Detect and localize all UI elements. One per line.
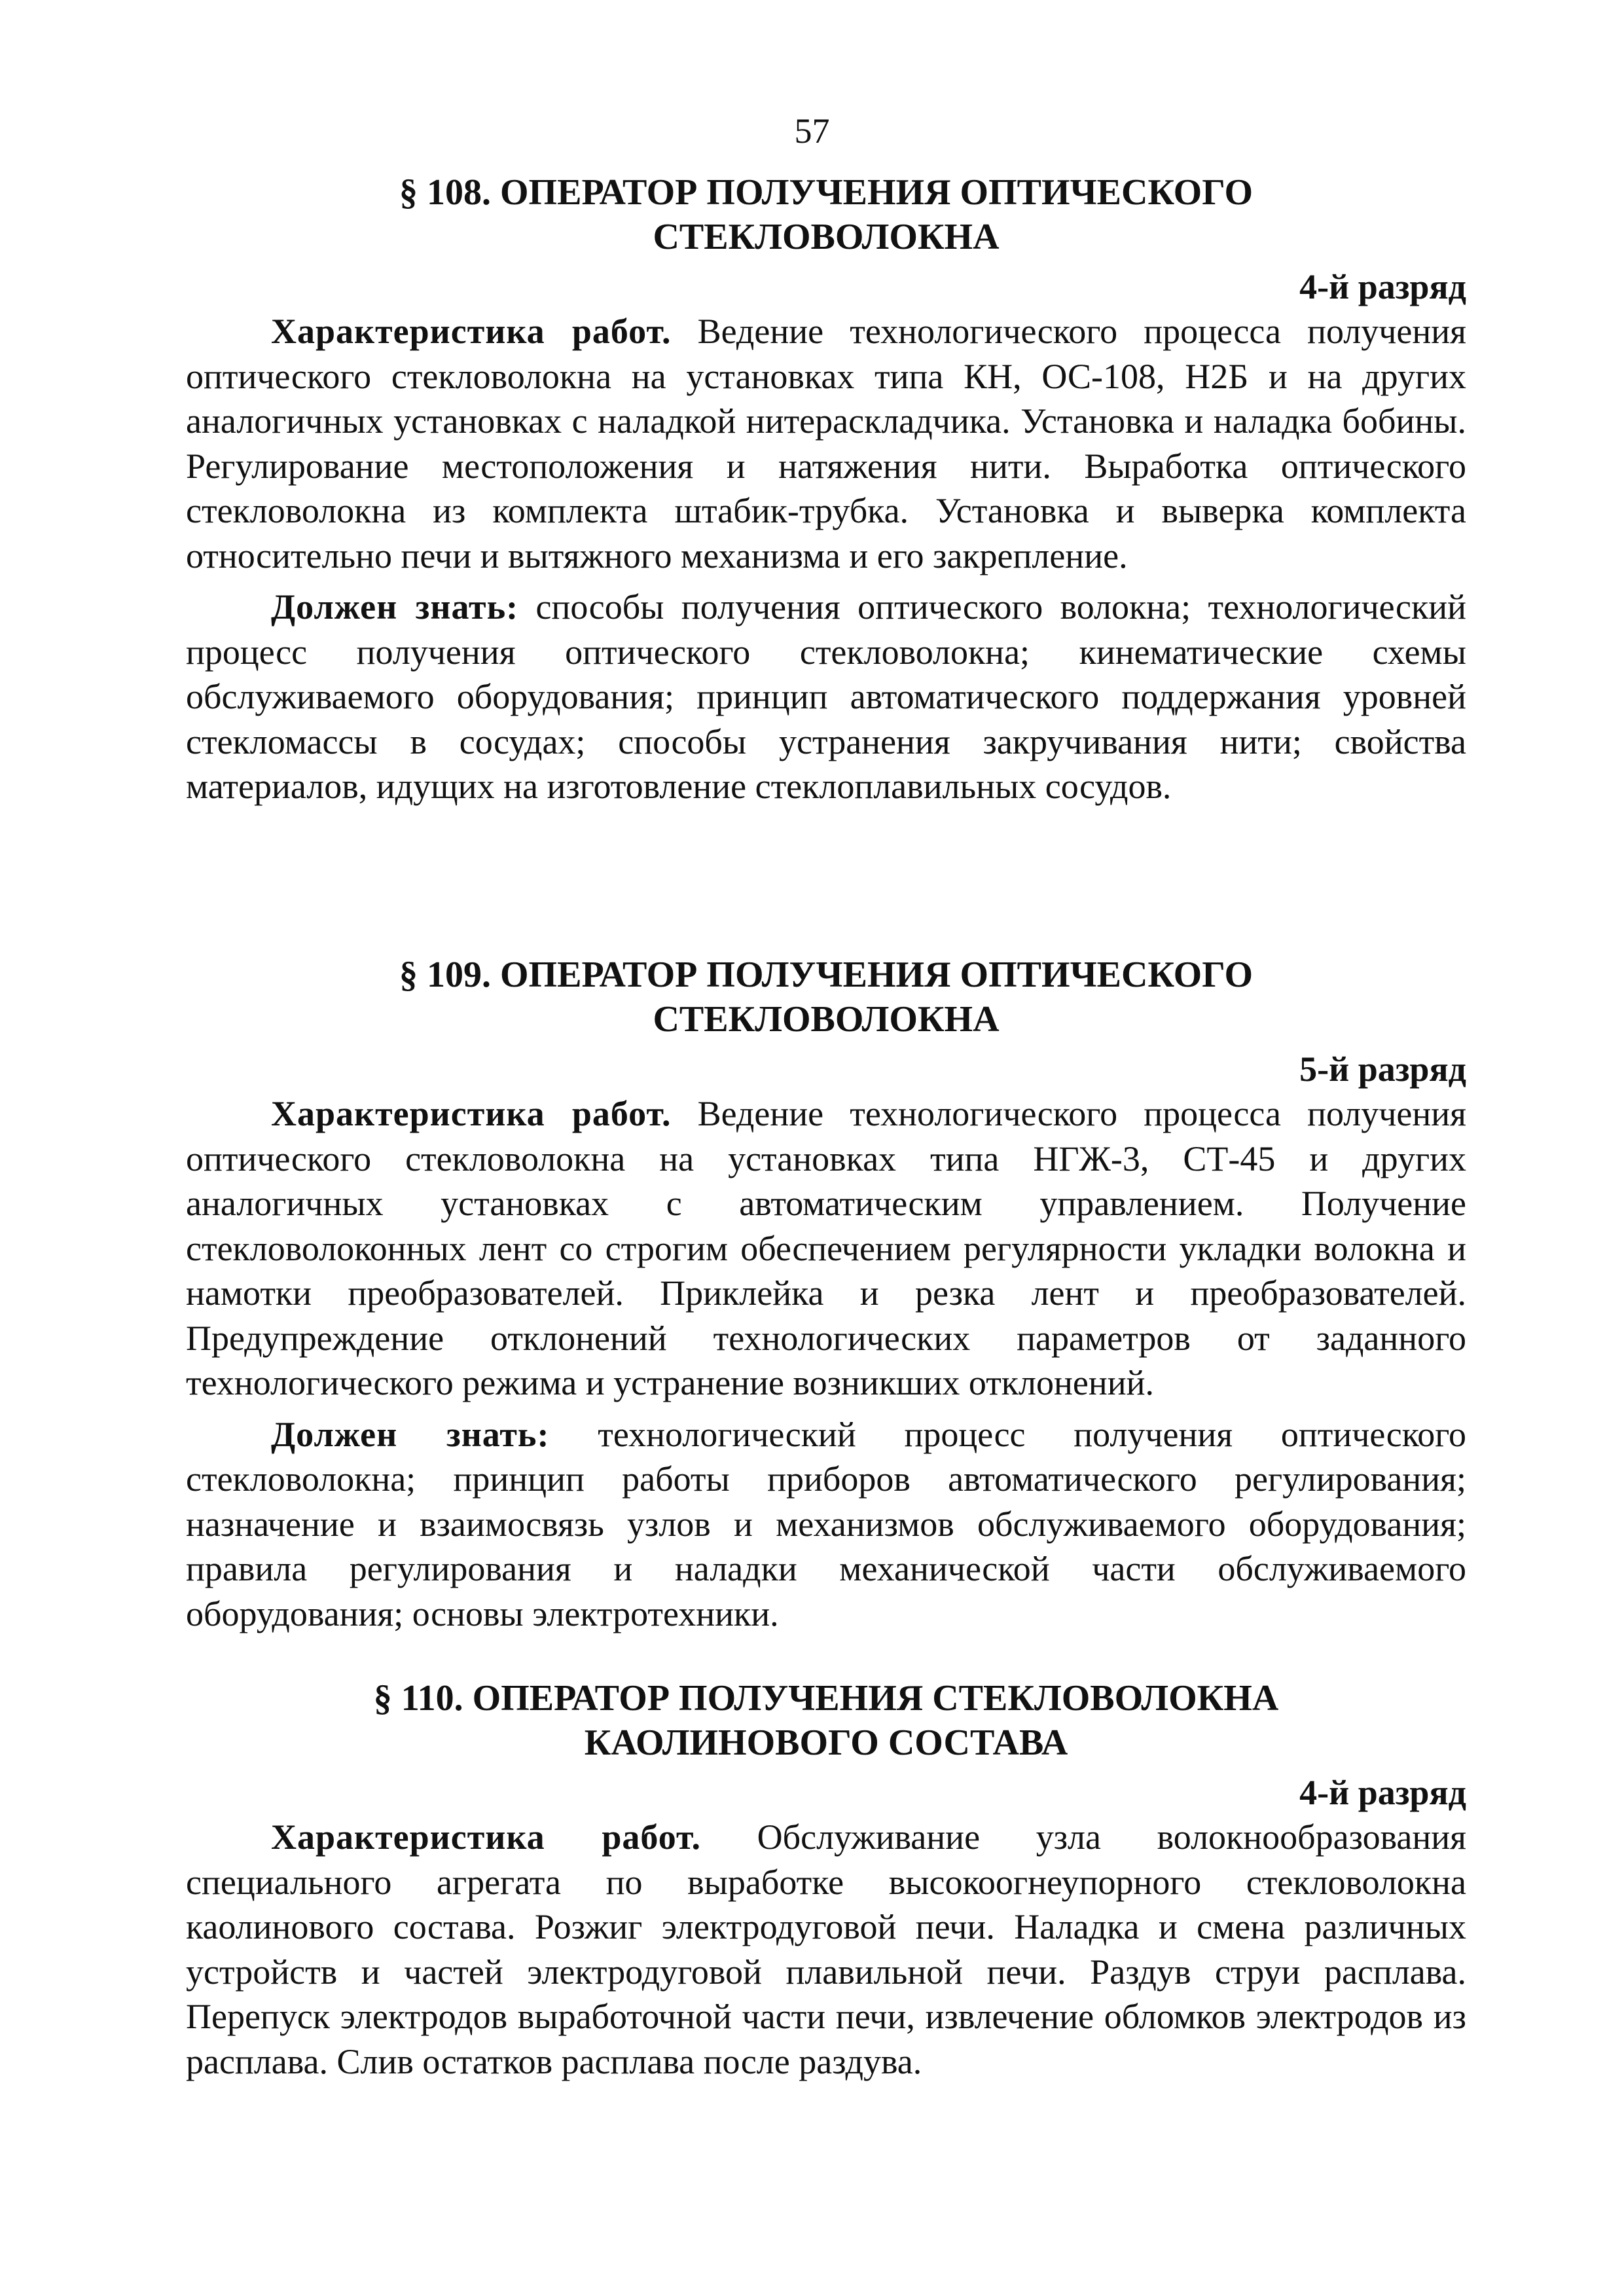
section-title-line-2: СТЕКЛОВОЛОКНА bbox=[653, 999, 1000, 1040]
grade-label: 4-й разряд bbox=[1299, 267, 1466, 306]
knowledge-label: Должен знать: bbox=[271, 587, 519, 627]
grade-label: 4-й разряд bbox=[1299, 1773, 1466, 1812]
knowledge-paragraph bbox=[186, 585, 1466, 809]
section-title-line-1: § 110. ОПЕРАТОР ПОЛУЧЕНИЯ СТЕКЛОВОЛОКНА bbox=[373, 1678, 1279, 1719]
section-heading bbox=[186, 1676, 1466, 1765]
section-110 bbox=[186, 1676, 1466, 2084]
characteristic-paragraph bbox=[186, 1091, 1466, 1406]
characteristic-label: Характеристика работ. bbox=[271, 1094, 672, 1133]
section-108 bbox=[186, 170, 1466, 809]
characteristic-paragraph bbox=[186, 309, 1466, 578]
characteristic-label: Характеристика работ. bbox=[271, 1817, 701, 1857]
knowledge-text: способы получения оптического волокна; технологический процесс получения оптического стекловолокна; кинематические схемы обслуживаемого оборудования; принцип автоматического поддержания уровней стекломассы в сосудах; способы устранения закручивания нити; свойства материалов, идущих на изготовление стеклоплавильных сосудов. bbox=[186, 587, 1466, 806]
characteristic-text: Обслуживание узла волокнообразования специального агрегата по выработке высокоогнеупорного стекловолокна каолинового состава. Розжиг электродуговой печи. Наладка и смена различных устройств и частей электродуговой плавильной печи. Раздув струи расплава. Перепуск электродов выработочной части печи, извлечение обломков электродов из расплава. Слив остатков расплава после раздува. bbox=[186, 1817, 1466, 2081]
knowledge-paragraph bbox=[186, 1412, 1466, 1637]
section-title-line-2: КАОЛИНОВОГО СОСТАВА bbox=[584, 1722, 1068, 1763]
section-title-line-1: § 109. ОПЕРАТОР ПОЛУЧЕНИЯ ОПТИЧЕСКОГО bbox=[399, 955, 1254, 995]
knowledge-label: Должен знать: bbox=[271, 1414, 550, 1454]
grade-label: 5-й разряд bbox=[1299, 1049, 1466, 1089]
section-heading bbox=[186, 170, 1466, 259]
section-title-line-1: § 108. ОПЕРАТОР ПОЛУЧЕНИЯ ОПТИЧЕСКОГО bbox=[399, 172, 1254, 213]
section-heading bbox=[186, 953, 1466, 1042]
page-number: 57 bbox=[794, 111, 830, 151]
characteristic-text: Ведение технологического процесса получения оптического стекловолокна на установках типа НГЖ-3, СТ-45 и других аналогичных установках с автоматическим управлением. Получение стекловолоконных лент со строгим обеспечением регулярности укладки волокна и намотки преобразователей. Приклейка и резка лент и преобразователей. Предупреждение отклонений технологических параметров от заданного технологического режима и устранение возникших отклонений. bbox=[186, 1094, 1466, 1402]
characteristic-paragraph bbox=[186, 1815, 1466, 2084]
knowledge-text: технологический процесс получения оптического стекловолокна; принцип работы приборов автоматического регулирования; назначение и взаимосвязь узлов и механизмов обслуживаемого оборудования; правила регулирования и наладки механической части обслуживаемого оборудования; основы электротехники. bbox=[186, 1414, 1466, 1633]
characteristic-text: Ведение технологического процесса получения оптического стекловолокна на установках типа КН, ОС-108, Н2Б и на других аналогичных установках с наладкой нитераскладчика. Установка и наладка бобины. Регулирование местоположения и натяжения нити. Выработка оптического стекловолокна из комплекта штабик-трубка. Установка и выверка комплекта относительно печи и вытяжного механизма и его закрепление. bbox=[186, 312, 1466, 575]
section-109 bbox=[186, 953, 1466, 1636]
section-title-line-2: СТЕКЛОВОЛОКНА bbox=[653, 217, 1000, 257]
characteristic-label: Характеристика работ. bbox=[271, 312, 672, 351]
